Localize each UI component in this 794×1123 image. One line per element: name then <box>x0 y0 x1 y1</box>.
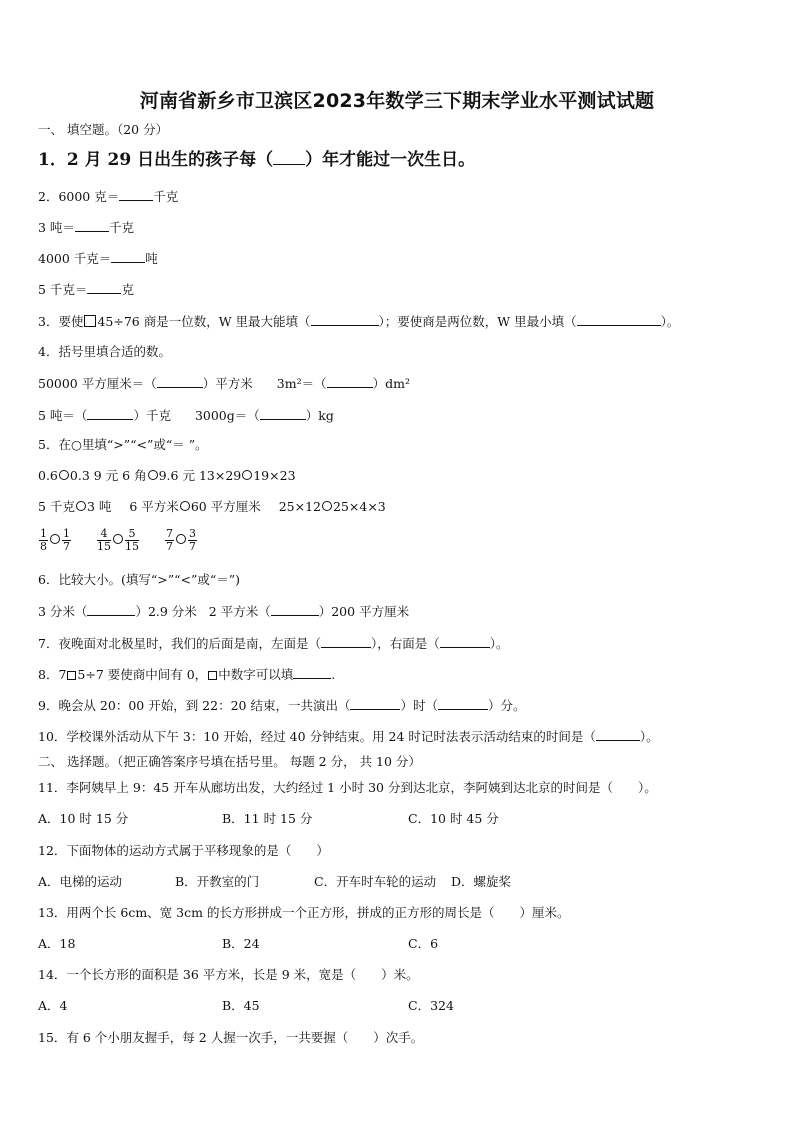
q2-l1-blank[interactable] <box>119 188 153 201</box>
q11-option-c[interactable]: C．10 时 45 分 <box>408 811 499 826</box>
q4-r1-text-b: ）平方米 <box>202 376 253 391</box>
q11-option-b[interactable]: B．11 时 15 分 <box>222 811 313 826</box>
q2-l4-text: 5 千克＝ <box>38 282 88 297</box>
question-2-line-1 <box>38 188 178 205</box>
q2-l2-blank[interactable] <box>75 219 109 232</box>
q2-l1-unit: 千克 <box>153 189 179 204</box>
fraction: $\frac{7}{7}$ <box>165 527 173 553</box>
q2-l2-text: 3 吨＝ <box>38 220 75 235</box>
q7-text-a: 7．夜晚面对北极星时，我们的后面是南，左面是（ <box>38 636 321 651</box>
q3-text-a: 3．要使 <box>38 314 84 329</box>
compare-circle-icon[interactable] <box>242 470 252 480</box>
q4-r1-blank-1[interactable] <box>157 375 203 388</box>
question-2-line-2 <box>38 219 134 236</box>
q5-r2-d: 60 平方厘米 <box>190 499 261 514</box>
fraction: $\frac{1}{8}$ <box>40 527 47 553</box>
q10-blank[interactable] <box>596 728 640 741</box>
fraction: $\frac{4}{15}$ <box>96 527 111 553</box>
q8-blank[interactable] <box>293 666 331 679</box>
q5-r1-a: 0.6 <box>38 468 58 483</box>
q8-text-b: 5÷7 要使商中间有 0， <box>77 667 208 682</box>
q5-r1-f: 19×23 <box>253 468 296 483</box>
q5-r2-e: 25×12 <box>278 499 321 514</box>
q4-r2-text-d: ）kg <box>305 408 334 423</box>
question-2-line-4 <box>38 281 134 298</box>
question-9 <box>38 697 526 714</box>
question-5: 5．在○里填“>”“<”或“＝ ”。 <box>38 437 208 452</box>
q6-text-d: ）200 平方厘米 <box>318 604 410 619</box>
q13-option-a[interactable]: A．18 <box>38 936 76 951</box>
q8-text-c: 中数字可以填 <box>218 667 294 682</box>
q8-text-a: 8．7 <box>38 667 67 682</box>
question-11: 11．李阿姨早上 9：45 开车从廊坊出发，大约经过 1 小时 30 分到达北京，李阿姨到达北京的时间是（ ）。 <box>38 780 657 795</box>
q7-text-c: ）。 <box>489 636 509 651</box>
q5-r2-a: 5 千克 <box>38 499 75 514</box>
question-15: 15．有 6 个小朋友握手，每 2 人握一次手，一共要握（ ）次手。 <box>38 1030 424 1045</box>
q1-answer-blank[interactable] <box>273 150 305 165</box>
q1-text-a: 2 月 29 日出生的孩子每（ <box>66 150 274 170</box>
question-14: 14．一个长方形的面积是 36 平方米，长是 9 米，宽是（ ）米。 <box>38 967 419 982</box>
q5-r2-f: 25×4×3 <box>333 499 386 514</box>
question-5-row-1 <box>38 468 296 484</box>
question-4-row-1 <box>38 375 410 392</box>
question-13: 13．用两个长 6cm、宽 3cm 的长方形拼成一个正方形，拼成的正方形的周长是（ ）厘米。 <box>38 905 570 920</box>
q10-text-a: 10．学校课外活动从下午 3：10 开始，经过 40 分钟结束。用 24 时记时法表示活动结束的时间是（ <box>38 729 596 744</box>
question-8 <box>38 666 335 683</box>
q4-r2-text-a: 5 吨＝（ <box>38 408 88 423</box>
q12-option-d[interactable]: D．螺旋桨 <box>451 874 512 889</box>
q9-text-c: ）分。 <box>488 698 526 713</box>
digit-box-icon <box>208 671 217 680</box>
section-2-heading: 二、 选择题。（把正确答案序号填在括号里。 每题 2 分， 共 10 分） <box>38 754 421 769</box>
q6-text-c: 2 平方米（ <box>208 604 271 619</box>
q2-l1-text: 2．6000 克＝ <box>38 189 120 204</box>
q1-prefix: 1． <box>38 150 67 170</box>
q4-r2-blank-2[interactable] <box>260 407 306 420</box>
q7-blank-2[interactable] <box>440 635 490 648</box>
compare-circle-icon[interactable] <box>176 534 186 544</box>
q4-r1-blank-2[interactable] <box>327 375 373 388</box>
q5-r2-b: 3 吨 <box>86 499 112 514</box>
q12-option-c[interactable]: C．开车时车轮的运动 <box>314 874 437 889</box>
q2-l3-blank[interactable] <box>111 250 145 263</box>
q2-l4-blank[interactable] <box>87 281 121 294</box>
section-1-heading: 一、 填空题。（20 分） <box>38 122 169 137</box>
q3-blank-1[interactable] <box>311 313 379 326</box>
q12-option-a[interactable]: A．电梯的运动 <box>38 874 123 889</box>
question-5-row-3 <box>38 528 198 553</box>
q9-text-a: 9．晚会从 20：00 开始，到 22：20 结束，一共演出（ <box>38 698 351 713</box>
q5-r1-d: 9.6 元 <box>158 468 195 483</box>
q6-blank-1[interactable] <box>87 603 135 616</box>
q5-r1-c: 9 元 6 角 <box>93 468 147 483</box>
q1-text-b: ）年才能过一次生日。 <box>305 150 476 170</box>
q6-text-b: ）2.9 分米 <box>135 604 197 619</box>
compare-circle-icon[interactable] <box>113 534 123 544</box>
q2-l3-unit: 吨 <box>145 251 158 266</box>
question-12: 12．下面物体的运动方式属于平移现象的是（ ） <box>38 843 329 858</box>
question-10 <box>38 728 659 745</box>
q3-text-c: ）；要使商是两位数，W 里最小填（ <box>378 314 577 329</box>
q5-r1-b: 0.3 <box>69 468 90 483</box>
q4-r2-text-c: 3000g＝（ <box>194 408 260 423</box>
question-4: 4．括号里填合适的数。 <box>38 344 171 359</box>
q2-l3-text: 4000 千克＝ <box>38 251 112 266</box>
q9-blank-2[interactable] <box>438 697 488 710</box>
q10-text-b: ）。 <box>639 729 659 744</box>
digit-box-icon <box>84 315 96 327</box>
fraction: $\frac{1}{7}$ <box>63 527 70 553</box>
question-6-row <box>38 603 409 620</box>
q4-r2-blank-1[interactable] <box>87 407 133 420</box>
q4-r1-text-d: ）dm² <box>372 376 410 391</box>
q13-option-b[interactable]: B．24 <box>222 936 260 951</box>
compare-circle-icon[interactable] <box>76 501 86 511</box>
question-1 <box>38 150 475 170</box>
q14-option-c[interactable]: C．324 <box>408 998 454 1013</box>
fraction: $\frac{3}{7}$ <box>188 527 196 553</box>
q3-blank-2[interactable] <box>577 313 661 326</box>
q7-blank-1[interactable] <box>321 635 371 648</box>
fraction: $\frac{5}{15}$ <box>124 527 139 553</box>
compare-circle-icon[interactable] <box>59 470 69 480</box>
q2-l2-unit: 千克 <box>108 220 134 235</box>
q9-blank-1[interactable] <box>350 697 400 710</box>
q4-r1-text-c: 3m²＝（ <box>276 376 327 391</box>
q2-l4-unit: 克 <box>121 282 134 297</box>
q4-r2-text-b: ）千克 <box>133 408 171 423</box>
digit-box-icon <box>67 671 76 680</box>
q3-text-d: ）。 <box>660 314 680 329</box>
q14-option-a[interactable]: A．4 <box>38 998 68 1013</box>
q9-text-b: ）时（ <box>400 698 438 713</box>
question-4-row-2 <box>38 407 334 424</box>
q5-r2-c: 6 平方米 <box>129 499 179 514</box>
compare-circle-icon[interactable] <box>180 501 190 511</box>
compare-circle-icon[interactable] <box>322 501 332 511</box>
q12-option-b[interactable]: B．开教室的门 <box>175 874 260 889</box>
q13-option-c[interactable]: C．6 <box>408 936 439 951</box>
question-3 <box>38 313 679 330</box>
q6-blank-2[interactable] <box>271 603 319 616</box>
question-6: 6．比较大小。(填写“>”“<”或“＝”) <box>38 572 240 587</box>
q11-option-a[interactable]: A．10 时 15 分 <box>38 811 129 826</box>
question-5-row-2 <box>38 499 386 515</box>
compare-circle-icon[interactable] <box>148 470 158 480</box>
compare-circle-icon[interactable] <box>50 534 60 544</box>
q7-text-b: ），右面是（ <box>370 636 440 651</box>
question-2-line-3 <box>38 250 158 267</box>
q5-r1-e: 13×29 <box>198 468 242 483</box>
q6-text-a: 3 分米（ <box>38 604 88 619</box>
q14-option-b[interactable]: B．45 <box>222 998 260 1013</box>
question-7 <box>38 635 509 652</box>
q4-r1-text-a: 50000 平方厘米＝（ <box>38 376 157 391</box>
q8-text-d: . <box>331 667 336 682</box>
page-title: 河南省新乡市卫滨区2023年数学三下期末学业水平测试试题 <box>139 90 655 112</box>
q3-text-b: 45÷76 商是一位数，W 里最大能填（ <box>97 314 311 329</box>
